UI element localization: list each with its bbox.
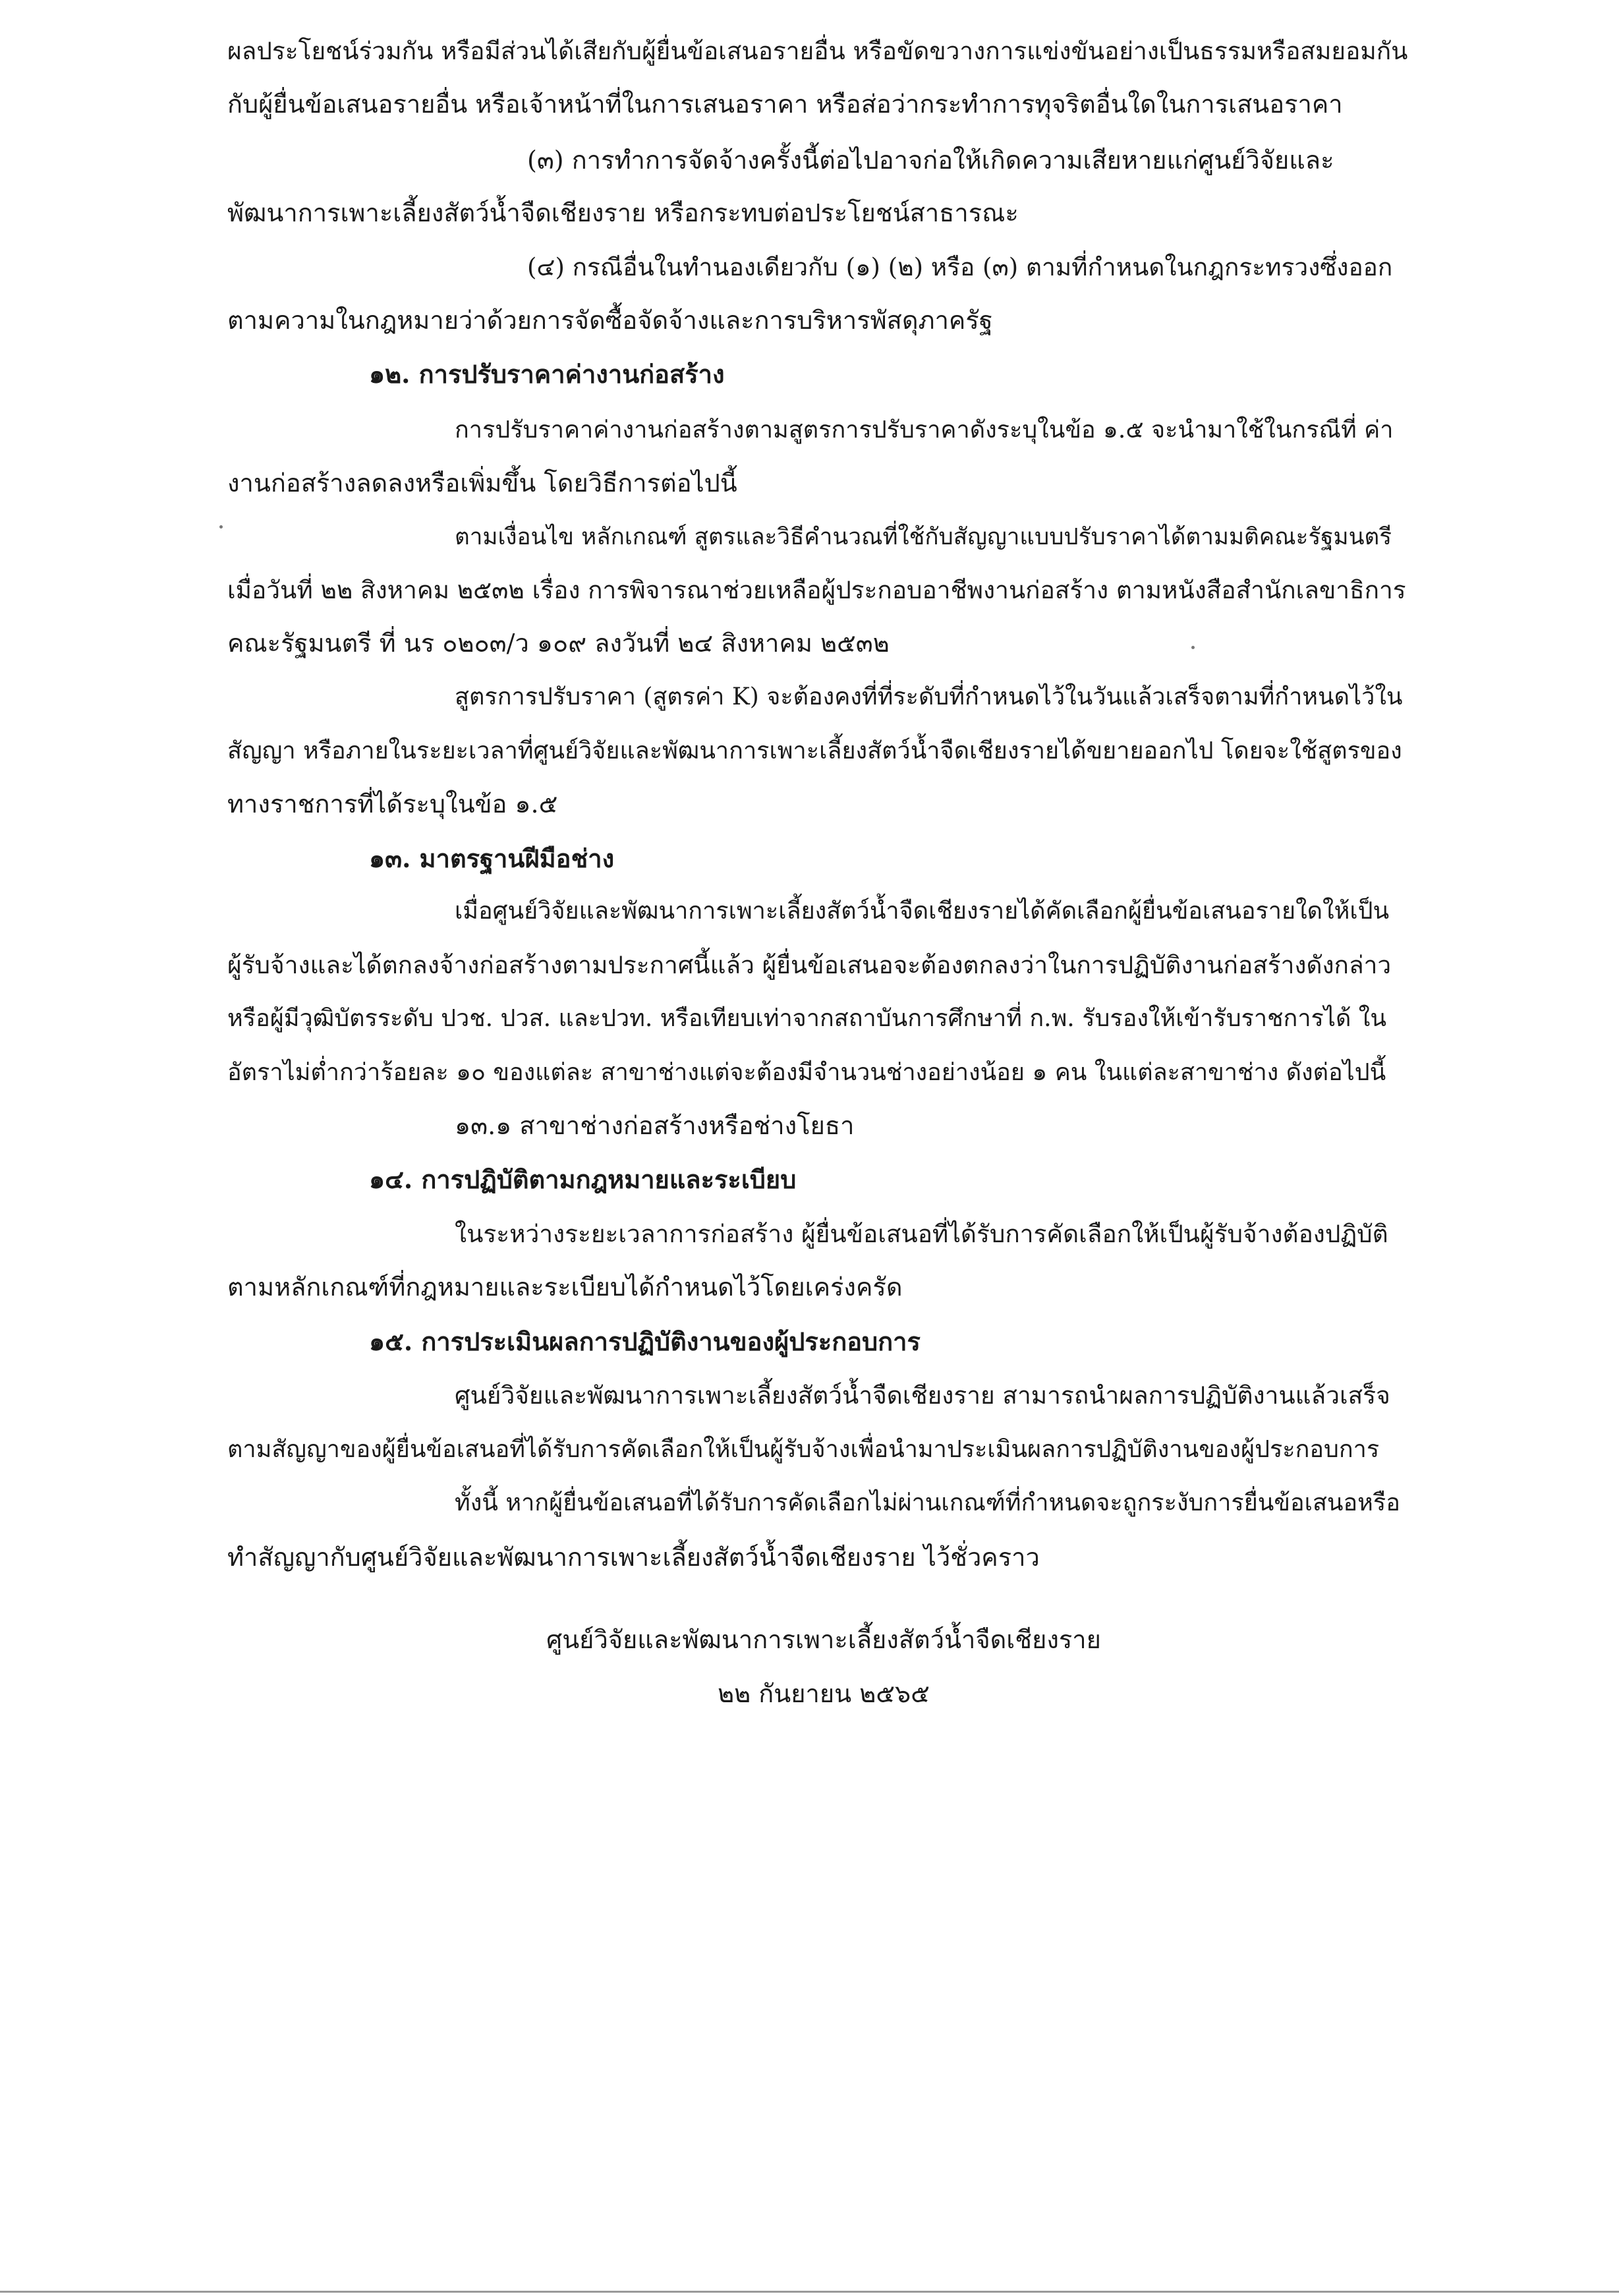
body-line: อัตราไม่ต่ำกว่าร้อยละ ๑๐ ของแต่ละ สาขาช่างแต่จะต้องมีจำนวนช่างอย่างน้อย ๑ คน ในแต่ละสาขาช่าง ดังต่อไปนี้ bbox=[227, 1059, 1386, 1086]
sub-item-13-1: ๑๓.๑ สาขาช่างก่อสร้างหรือช่างโยธา bbox=[455, 1111, 855, 1140]
sub-item-3: (๓) การทำการจัดจ้างครั้งนี้ต่อไปอาจก่อให้เกิดความเสียหายแก่ศูนย์วิจัยและ bbox=[527, 146, 1334, 175]
scan-speck bbox=[1191, 646, 1195, 649]
body-line: ทำสัญญากับศูนย์วิจัยและพัฒนาการเพาะเลี้ยงสัตว์น้ำจืดเชียงราย ไว้ชั่วคราว bbox=[227, 1543, 1040, 1572]
paragraph-line: ทั้งนี้ หากผู้ยื่นข้อเสนอที่ได้รับการคัดเลือกไม่ผ่านเกณฑ์ที่กำหนดจะถูกระงับการยื่นข้อเสนอหรือ bbox=[455, 1489, 1400, 1516]
body-line: หรือผู้มีวุฒิบัตรระดับ ปวช. ปวส. และปวท. หรือเทียบเท่าจากสถาบันการศึกษาที่ ก.พ. รับรองให้เข้ารับราชการได้ ใน bbox=[227, 1005, 1386, 1032]
body-line: งานก่อสร้างลดลงหรือเพิ่มขึ้น โดยวิธีการต่อไปนี้ bbox=[227, 469, 737, 498]
section-heading-12: ๑๒. การปรับราคาค่างานก่อสร้าง bbox=[369, 359, 725, 389]
section-heading-13: ๑๓. มาตรฐานฝีมือช่าง bbox=[369, 844, 615, 873]
line-text: ผลประโยชน์ร่วมกัน หรือมีส่วนได้เสียกับผู้ยื่นข้อเสนอรายอื่น หรือขัดขวางการแข่งขันอย่างเป็นธรรมหรือสมยอมกัน bbox=[227, 37, 1408, 65]
paragraph-line: การปรับราคาค่างานก่อสร้างตามสูตรการปรับราคาดังระบุในข้อ ๑.๕ จะนำมาใช้ในกรณีที่ ค่า bbox=[455, 416, 1394, 444]
body-line bbox=[227, 33, 1408, 70]
section-heading-15: ๑๕. การประเมินผลการปฏิบัติงานของผู้ประกอบการ bbox=[369, 1327, 921, 1356]
section-heading-14: ๑๔. การปฏิบัติตามกฎหมายและระเบียบ bbox=[369, 1164, 797, 1194]
paragraph-line: สูตรการปรับราคา (สูตรค่า K) จะต้องคงที่ที่ระดับที่กำหนดไว้ในวันแล้วเสร็จตามที่กำหนดไว้ใน bbox=[455, 683, 1403, 710]
body-line: ทางราชการที่ได้ระบุในข้อ ๑.๕ bbox=[227, 789, 558, 818]
body-line: สัญญา หรือภายในระยะเวลาที่ศูนย์วิจัยและพัฒนาการเพาะเลี้ยงสัตว์น้ำจืดเชียงรายได้ขยายออกไป โดยจะใช้สูตรของ bbox=[227, 737, 1402, 764]
paragraph-line: ในระหว่างระยะเวลาการก่อสร้าง ผู้ยื่นข้อเสนอที่ได้รับการคัดเลือกให้เป็นผู้รับจ้างต้องปฏิบัติ bbox=[455, 1220, 1388, 1248]
page-bottom-edge bbox=[0, 2291, 1619, 2293]
body-line: คณะรัฐมนตรี ที่ นร ๐๒๐๓/ว ๑๐๙ ลงวันที่ ๒๔ สิงหาคม ๒๕๓๒ bbox=[227, 629, 890, 658]
body-line: เมื่อวันที่ ๒๒ สิงหาคม ๒๕๓๒ เรื่อง การพิจารณาช่วยเหลือผู้ประกอบอาชีพงานก่อสร้าง ตามหนังสือสำนักเลขาธิการ bbox=[227, 576, 1406, 604]
paragraph-line: ศูนย์วิจัยและพัฒนาการเพาะเลี้ยงสัตว์น้ำจืดเชียงราย สามารถนำผลการปฏิบัติงานแล้วเสร็จ bbox=[455, 1381, 1390, 1410]
body-line: พัฒนาการเพาะเลี้ยงสัตว์น้ำจืดเชียงราย หรือกระทบต่อประโยชน์สาธารณะ bbox=[227, 198, 1019, 227]
signature-organization: ศูนย์วิจัยและพัฒนาการเพาะเลี้ยงสัตว์น้ำจืดเชียงราย bbox=[546, 1625, 1101, 1654]
body-line: ผู้รับจ้างและได้ตกลงจ้างก่อสร้างตามประกาศนี้แล้ว ผู้ยื่นข้อเสนอจะต้องตกลงว่าในการปฏิบัติงานก่อสร้างดังกล่าว bbox=[227, 951, 1392, 979]
body-line: กับผู้ยื่นข้อเสนอรายอื่น หรือเจ้าหน้าที่ในการเสนอราคา หรือส่อว่ากระทำการทุจริตอื่นใดในการเสนอราคา bbox=[227, 90, 1343, 119]
body-line: ตามหลักเกณฑ์ที่กฎหมายและระเบียบได้กำหนดไว้โดยเคร่งครัด bbox=[227, 1273, 903, 1302]
signature-date: ๒๒ กันยายน ๒๕๖๕ bbox=[718, 1679, 930, 1708]
body-line: ตามสัญญาของผู้ยื่นข้อเสนอที่ได้รับการคัดเลือกให้เป็นผู้รับจ้างเพื่อนำมาประเมินผลการปฏิบัติงานของผู้ประกอบการ bbox=[227, 1436, 1380, 1463]
sub-item-4: (๔) กรณีอื่นในทำนองเดียวกับ (๑) (๒) หรือ (๓) ตามที่กำหนดในกฎกระทรวงซึ่งออก bbox=[527, 253, 1393, 281]
scan-speck bbox=[219, 525, 223, 529]
paragraph-line: ตามเงื่อนไข หลักเกณฑ์ สูตรและวิธีคำนวณที่ใช้กับสัญญาแบบปรับราคาได้ตามมติคณะรัฐมนตรี bbox=[455, 524, 1392, 550]
paragraph-line: เมื่อศูนย์วิจัยและพัฒนาการเพาะเลี้ยงสัตว์น้ำจืดเชียงรายได้คัดเลือกผู้ยื่นข้อเสนอรายใดให้เป็น bbox=[455, 898, 1390, 925]
body-line: ตามความในกฎหมายว่าด้วยการจัดซื้อจัดจ้างและการบริหารพัสดุภาครัฐ bbox=[227, 306, 993, 335]
